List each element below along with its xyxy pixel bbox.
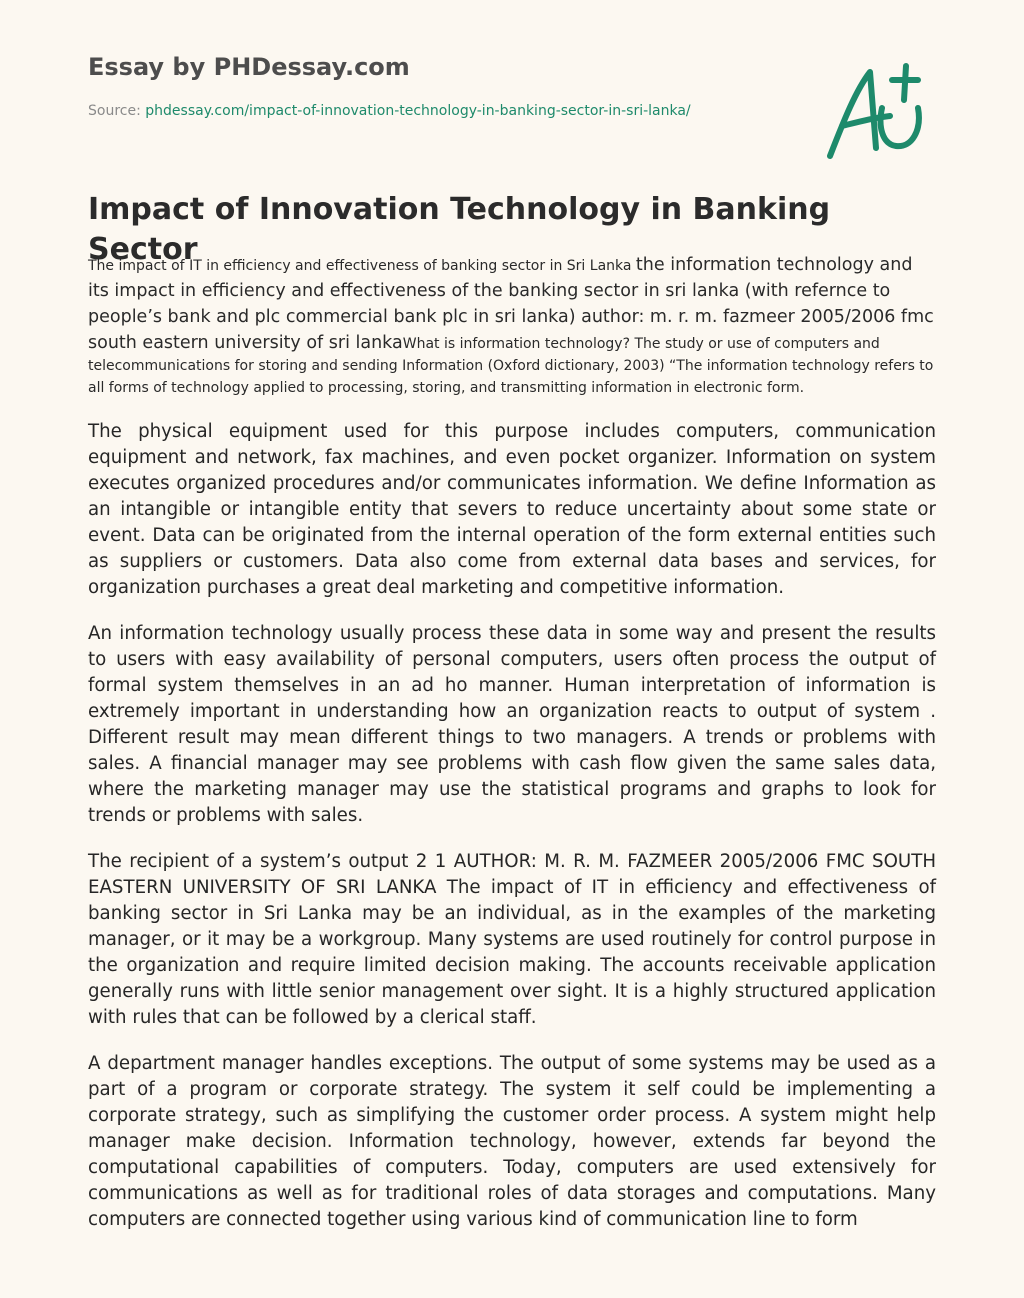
intro-definition-text: What is information technology? The study or use of computers and telecommunications for storing and sending Information (Oxford dictionary, 2003) “The information technology refers to all forms of technology applied to processing, storing, and transmitting information in electronic form. (88, 336, 934, 396)
intro-paragraph (88, 252, 936, 399)
body-paragraph: The recipient of a system’s output 2 1 AUTHOR: M. R. M. FAZMEER 2005/2006 FMC SOUTH EASTERN UNIVERSITY OF SRI LANKA The impact of IT in efficiency and effectiveness of banking sector in Sri Lanka may be an individual, as in the examples of the marketing manager, or it may be a workgroup. Many systems are used routinely for control purpose in the organization and require limited decision making. The accounts receivable application generally runs with little senior management over sight. It is a highly structured application with rules that can be followed by a clerical staff. (88, 851, 936, 1028)
page-header (88, 52, 808, 120)
body-paragraph: The physical equipment used for this purpose includes computers, communication equipment and network, fax machines, and even pocket organizer. Information on system executes organized procedures and/or communicates information. We define Information as an intangible or intangible entity that severs to reduce uncertainty about some state or event. Data can be originated from the internal operation of the form external entities such as suppliers or customers. Data also come from external data bases and services, for organization purchases a great deal marketing and competitive information. (88, 421, 936, 598)
article-title: Impact of Innovation Technology in Banking Sector (88, 192, 831, 267)
source-line (88, 102, 808, 120)
intro-large-text: the information technology and its impact in efficiency and effectiveness of the banking sector in sri lanka (with refernce to people’s bank and plc commercial bank plc in sri lanka) author: m. r. m. fazmeer 2005/2006 fmc south eastern university of sri lanka (88, 255, 934, 353)
body-paragraph: A department manager handles exceptions. The output of some systems may be used as a part of a program or corporate strategy. The system it self could be implementing a corporate strategy, such as simplifying the customer order process. A system might help manager make decision. Information technology, however, extends far beyond the computational capabilities of computers. Today, computers are used extensively for communications as well as for traditional roles of data storages and computations. Many computers are connected together using various kind of communication line to form (88, 1053, 936, 1230)
source-link[interactable]: phdessay.com/impact-of-innovation-technology-in-banking-sector-in-sri-lanka/ (145, 103, 691, 119)
body-paragraph: An information technology usually process these data in some way and present the results to users with easy availability of personal computers, users often process the output of formal system themselves in an ad ho manner. Human interpretation of information is extremely important in understanding how an organization reacts to output of system . Different result may mean different things to two managers. A trends or problems with sales. A financial manager may see problems with cash flow given the same sales data, where the marketing manager may use the statistical programs and graphs to look for trends or problems with sales. (88, 623, 936, 826)
intro-small-text: The impact of IT in efficiency and effectiveness of banking sector in Sri Lanka (88, 258, 636, 274)
a-plus-logo-icon (820, 60, 930, 164)
site-brand[interactable]: Essay by PHDessay.com (88, 53, 410, 81)
article-body (88, 252, 936, 1233)
source-label: Source: (88, 103, 146, 119)
